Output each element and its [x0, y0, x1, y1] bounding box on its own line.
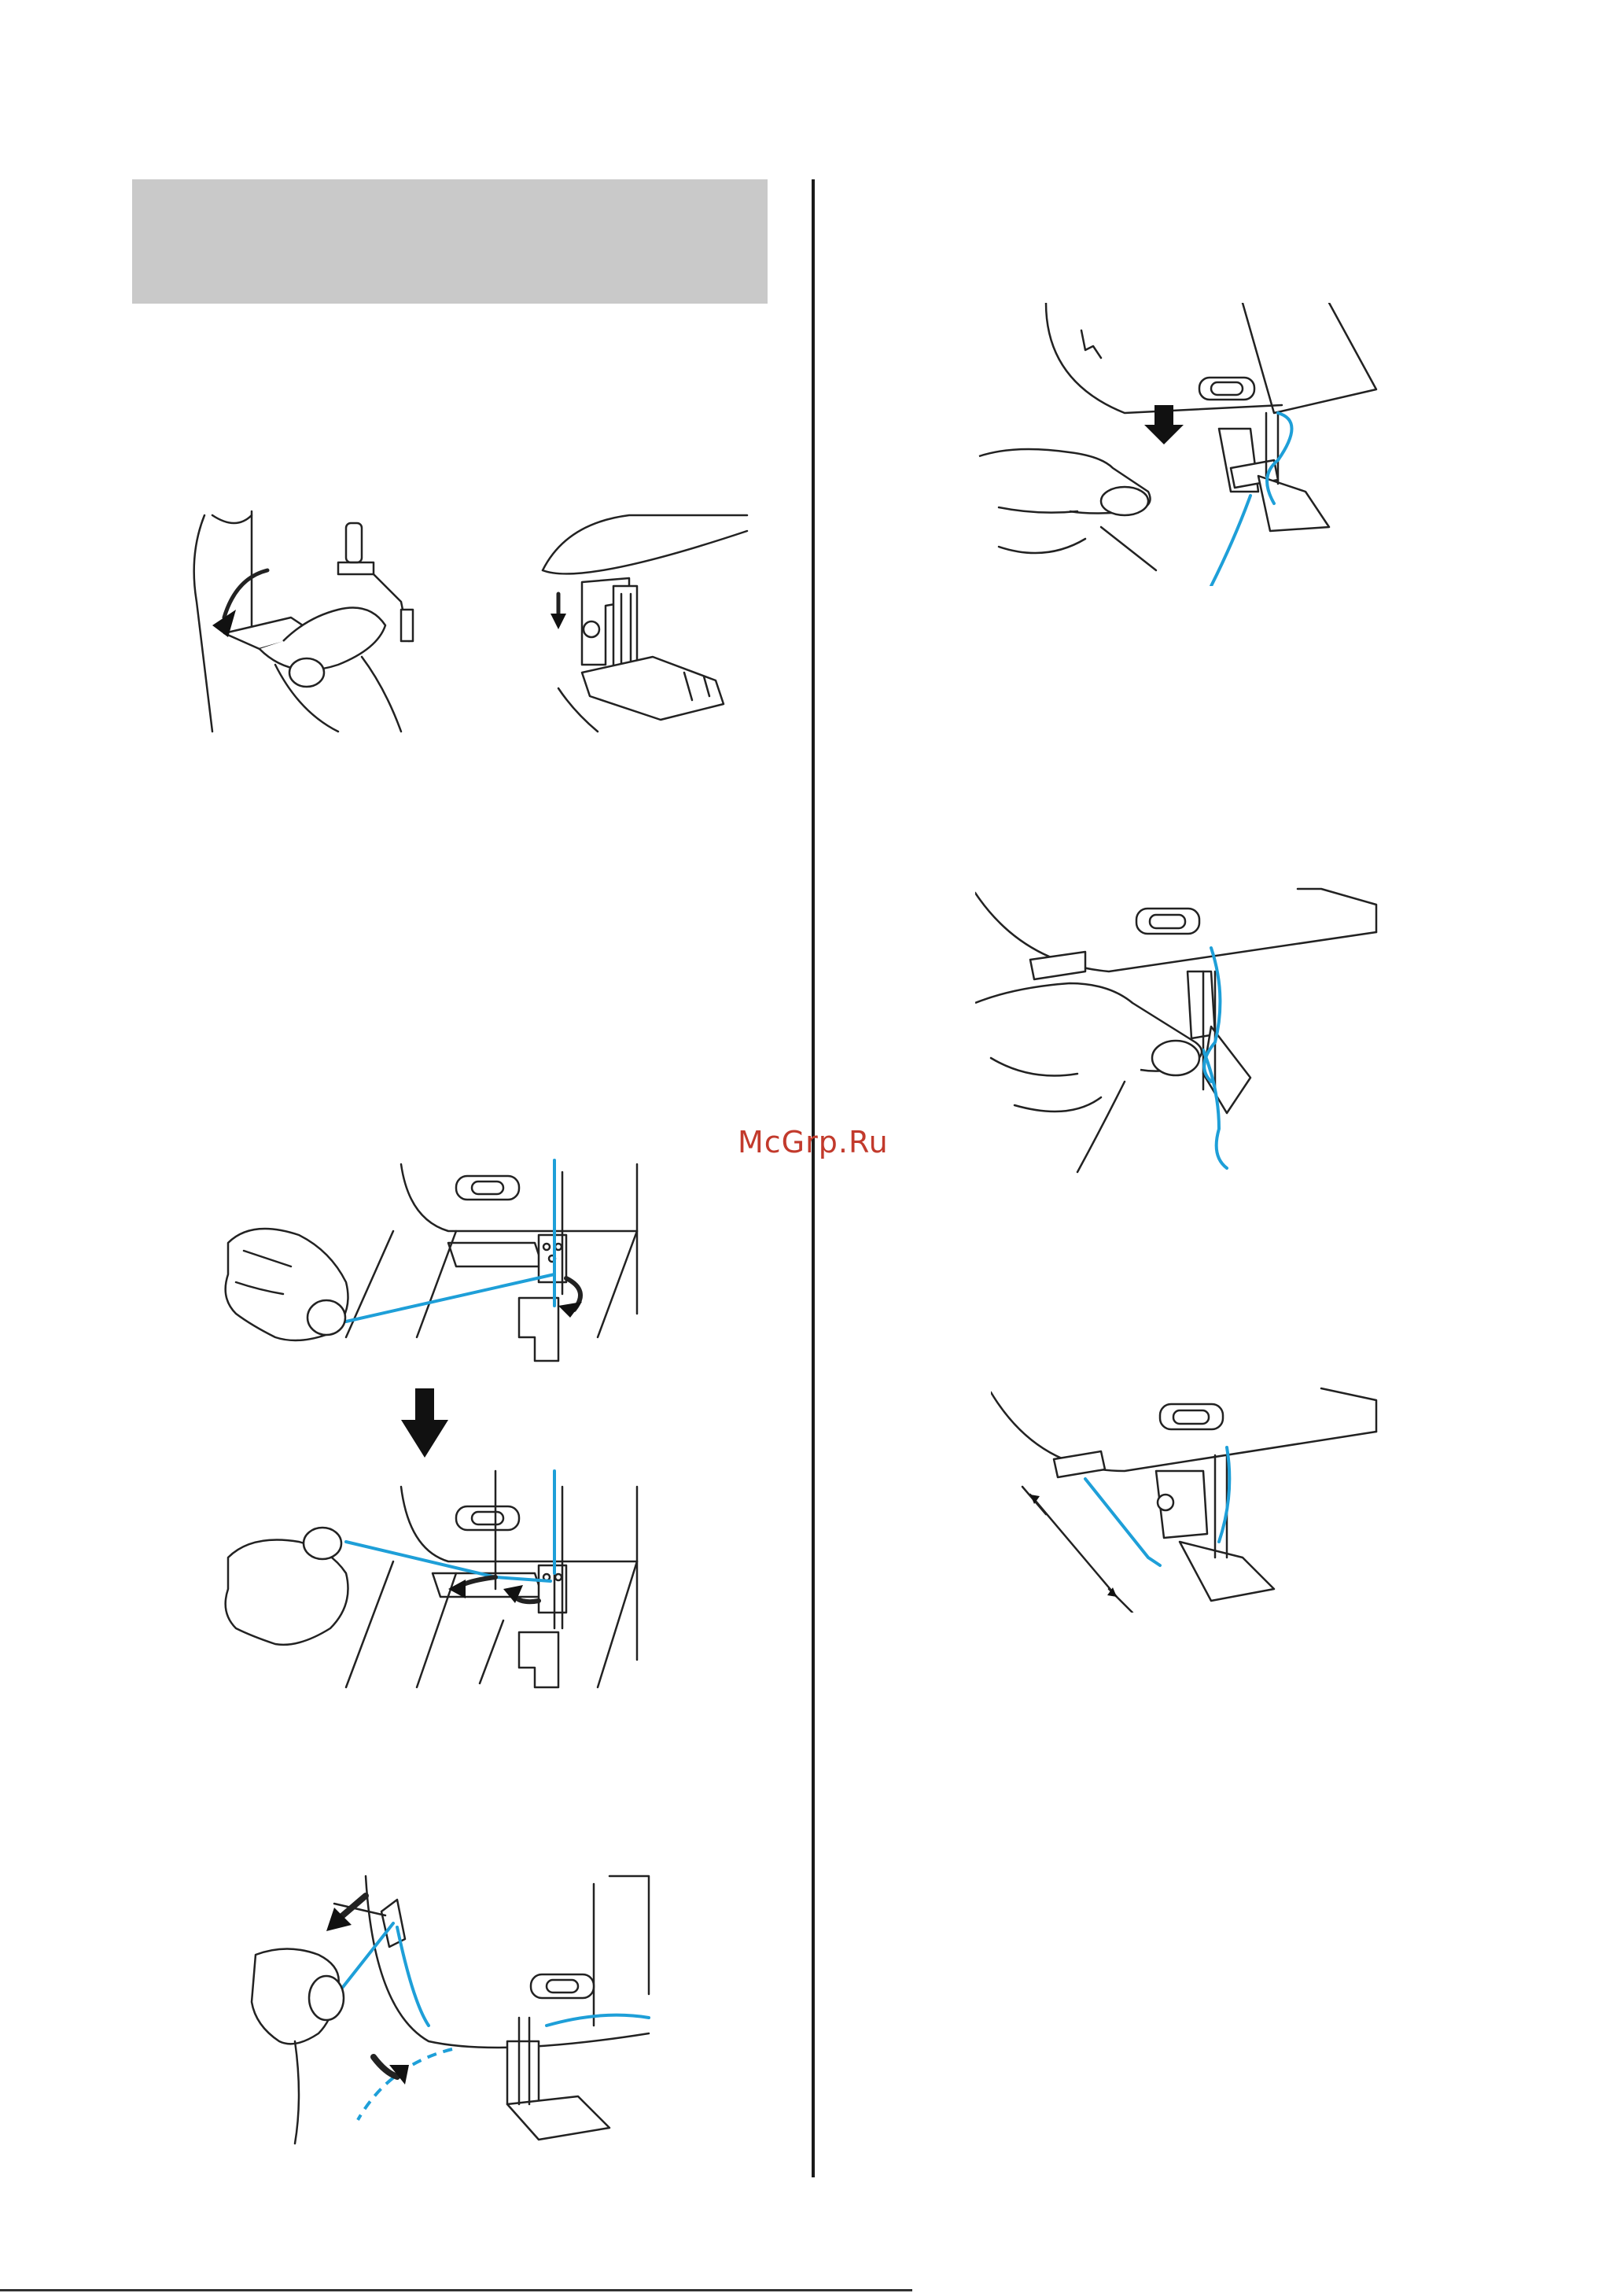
- presser-foot-down-arrow-icon: [535, 507, 763, 735]
- section-header-box: [132, 179, 768, 304]
- presser-foot-lowered-illustration: [535, 507, 763, 735]
- footer-rule: [0, 2289, 912, 2291]
- thread-hook-upper-illustration: [220, 1156, 645, 1369]
- thread-length-illustration: [991, 1384, 1384, 1613]
- presser-foot-lever-illustration: [181, 507, 417, 735]
- thread-length-measure-icon: [991, 1384, 1384, 1613]
- down-arrow-icon: [401, 1388, 448, 1459]
- threader-lever-down-icon: [975, 303, 1384, 586]
- column-divider: [812, 179, 815, 2177]
- thread-guide-hook-icon: [220, 1463, 645, 1691]
- pull-lever-down-illustration: [975, 303, 1384, 586]
- thread-loop-illustration: [975, 885, 1384, 1176]
- hand-lowering-lever-icon: [181, 507, 417, 735]
- thread-cutter-illustration: [248, 1868, 657, 2151]
- needle-loop-icon: [975, 885, 1384, 1176]
- thread-cutter-icon: [248, 1868, 657, 2151]
- watermark-text: McGrp.Ru: [738, 1125, 889, 1159]
- thread-hook-lower-illustration: [220, 1463, 645, 1691]
- thread-guide-hook-icon: [220, 1156, 645, 1369]
- step-down-arrow: [401, 1388, 448, 1459]
